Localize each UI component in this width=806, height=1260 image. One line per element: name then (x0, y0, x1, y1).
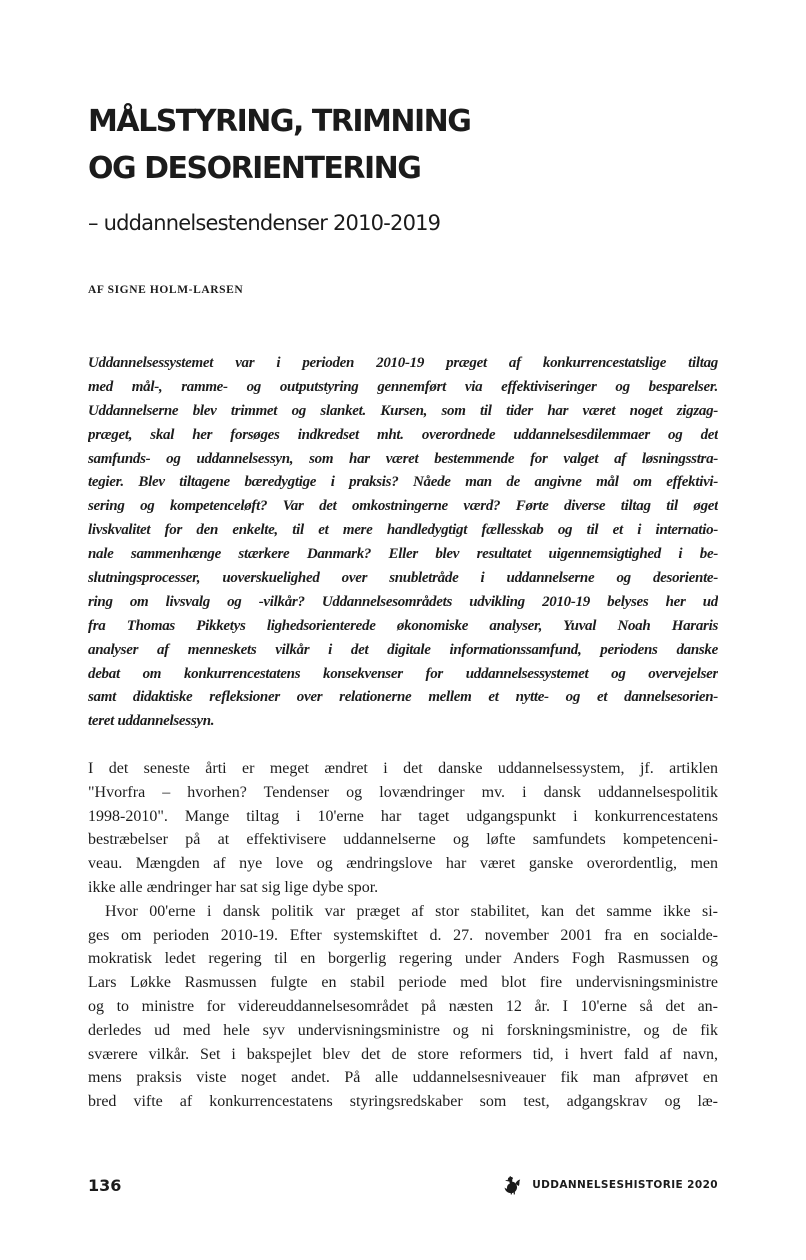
text-line: sering og kompetenceløft? Var det omkostningerne værd? Førte diverse tiltag til øget (88, 498, 718, 515)
article-title (88, 98, 718, 192)
article-byline: AF SIGNE HOLM-LARSEN (88, 284, 244, 296)
rooster-icon (504, 1175, 521, 1195)
text-line: Lars Løkke Rasmussen fulgte en stabil periode med blot fire undervisningsministre (88, 974, 718, 992)
text-line: analyser af menneskets vilkår i det digitale informationssamfund, periodens danske (88, 641, 718, 658)
text-line: bestræbelser på at effektivisere uddannelserne og løfte samfundets kompetenceni- (88, 831, 718, 849)
text-line: bred vifte af konkurrencestatens styringsredskaber som test, adgangskrav og læ- (88, 1093, 718, 1111)
text-line: præget, skal her forsøges indkredset mht. overordnede uddannelsesdilemmaer og det (88, 426, 718, 443)
text-line: nale sammenhænge stærkere Danmark? Eller blev resultatet uigennemsigtighed i be- (88, 546, 718, 563)
text-line: Uddannelsessystemet var i perioden 2010-19 præget af konkurrencestatslige tiltag (88, 355, 718, 371)
text-line: teret uddannelsessyn. (88, 713, 215, 730)
page-number: 136 (88, 1175, 122, 1195)
article-subtitle: – uddannelsestendenser 2010-2019 (88, 211, 441, 236)
text-line: samt didaktiske refleksioner over relationerne mellem et nytte- og et dannelsesorien- (88, 689, 718, 706)
body-paragraph (88, 900, 718, 1114)
text-line: I det seneste årti er meget ændret i det danske uddannelsessystem, jf. artiklen (88, 760, 718, 777)
text-line: veau. Mængden af nye love og ændringslove har været ganske overordentlig, men (88, 855, 718, 873)
text-line: "Hvorfra – hvorhen? Tendenser og lovændringer mv. i dansk uddannelsespolitik (88, 783, 718, 801)
text-line: debat om konkurrencestatens konsekvenser for uddannelsessystemet og overvejelser (88, 665, 718, 682)
text-line: OG DESORIENTERING (88, 151, 421, 187)
text-line: livskvalitet for den enkelte, til et mere handledygtigt fællesskab og til et i internatio- (88, 522, 718, 539)
text-line: mokratisk ledet regering til en borgerlig regering under Anders Fogh Rasmussen og (88, 950, 718, 968)
text-line: samfunds- og uddannelsessyn, som har været bestemmende for valget af løsningsstra- (88, 450, 718, 467)
text-line: med mål-, ramme- og outputstyring gennemført via effektiviseringer og besparelser. (88, 378, 718, 395)
text-line: ring om livsvalg og -vilkår? Uddannelsesområdets udvikling 2010-19 belyses her ud (88, 593, 718, 610)
text-line: Uddannelserne blev trimmet og slanket. Kursen, som til tider har været noget zigzag- (88, 402, 718, 419)
text-line: og to ministre for videreuddannelsesområdet på næsten 12 år. I 10'erne så det an- (88, 997, 718, 1015)
journal-mark (504, 1175, 718, 1195)
text-line: 1998-2010". Mange tiltag i 10'erne har taget udgangspunkt i konkurrencestatens (88, 807, 718, 825)
journal-name: UDDANNELSESHISTORIE 2020 (532, 1179, 718, 1191)
text-line: Hvor 00'erne i dansk politik var præget af stor stabilitet, kan det samme ikke si- (105, 902, 718, 920)
text-line: fra Thomas Pikketys lighedsorienterede økonomiske analyser, Yuval Noah Hararis (88, 617, 718, 634)
article-body (88, 757, 718, 1114)
text-line: ikke alle ændringer har sat sig lige dybe spor. (88, 878, 379, 896)
article-abstract (88, 352, 718, 734)
text-line: tegier. Blev tiltagene bæredygtige i praksis? Nåede man de angivne mål om effektivi- (88, 474, 718, 491)
text-line: MÅLSTYRING, TRIMNING (88, 104, 471, 140)
text-line: ges om perioden 2010-19. Efter systemskiftet d. 27. november 2001 fra en socialde- (88, 926, 718, 944)
body-paragraph (88, 757, 718, 900)
text-line: derledes ud med hele syv undervisningsministre og ni forskningsministre, og de fik (88, 1021, 718, 1039)
page-footer (88, 1172, 718, 1198)
text-line: slutningsprocesser, uoverskuelighed over snubletråde i uddannelserne og desoriente- (88, 570, 718, 587)
text-line: mens praksis viste noget andet. På alle uddannelsesniveauer fik man afprøvet en (88, 1069, 718, 1087)
text-line: sværere vilkår. Set i bakspejlet blev det de store reformers tid, i hvert fald af navn, (88, 1045, 718, 1063)
